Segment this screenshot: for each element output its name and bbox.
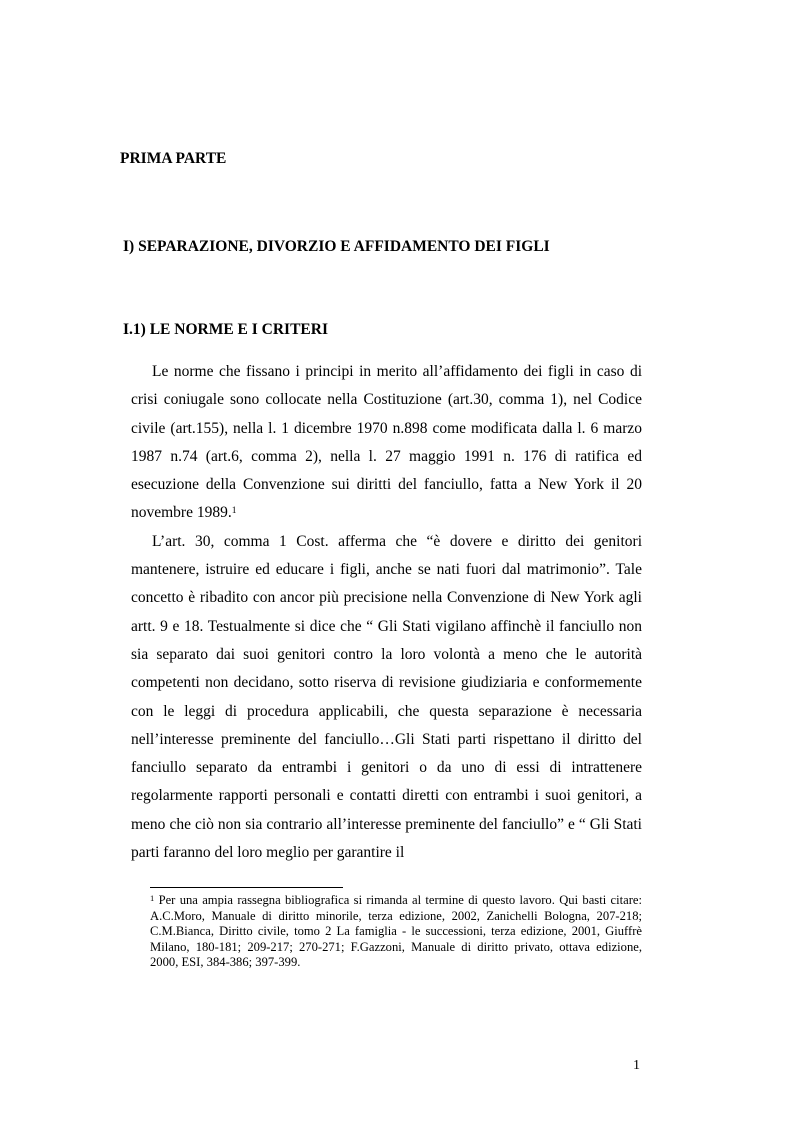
footnote: [150, 893, 642, 971]
footnote-divider: [150, 887, 343, 888]
paragraph-2: L’art. 30, comma 1 Cost. afferma che “è dovere e diritto dei genitori mantenere, istruire ed educare i figli, anche se nati fuori dal matrimonio”. Tale concetto è ribadito con ancor più precisione nella Convenzione di New York agli artt. 9 e 18. Testualmente si dice che “ Gli Stati vigilano affinchè il fanciullo non sia separato dai suoi genitori contro la loro volontà a meno che le autorità competenti non decidano, sotto riserva di revisione giudiziaria e conformemente con le leggi di procedura applicabili, che questa separazione è necessaria nell’interesse preminente del fanciullo…Gli Stati parti rispettano il diritto del fanciullo separato da entrambi i genitori o da uno di essi di intrattenere regolarmente rapporti personali e contatti diretti con entrambi i suoi genitori, a meno che ciò non sia contrario all’interesse preminente del fanciullo” e “ Gli Stati parti faranno del loro meglio per garantire il: [131, 532, 642, 862]
chapter-heading: I) SEPARAZIONE, DIVORZIO E AFFIDAMENTO DEI FIGLI: [123, 238, 550, 255]
paragraph-1-text: Le norme che fissano i principi in merito all’affidamento dei figli in caso di crisi coniugale sono collocate nella Costituzione (art.30, comma 1), nel Codice civile (art.155), nella l. 1 dicembre 1970 n.898 come modificata dalla l. 6 marzo 1987 n.74 (art.6, comma 2), nella l. 27 maggio 1991 n. 176 di ratifica ed esecuzione della Convenzione sui diritti del fanciullo, fatta a New York il 20 novembre 1989.: [131, 363, 642, 522]
page-number: 1: [633, 1058, 640, 1073]
section-heading: I.1) LE NORME E I CRITERI: [123, 321, 328, 338]
footnote-reference: 1: [231, 506, 237, 517]
footnote-number: 1: [150, 893, 155, 903]
body-text: [131, 358, 642, 867]
footnote-text: Per una ampia rassegna bibliografica si rimanda al termine di questo lavoro. Qui basti citare: A.C.Moro, Manuale di diritto minorile, terza edizione, 2002, Zanichelli Bologna, 207-218; C.M.Bianca, Diritto civile, tomo 2 La famiglia - le successioni, terza edizione, 2001, Giuffrè Milano, 180-181; 209-217; 270-271; F.Gazzoni, Manuale di diritto privato, ottava edizione, 2000, ESI, 384-386; 397-399.: [150, 893, 642, 970]
part-heading: PRIMA PARTE: [120, 150, 227, 167]
paragraph-1: [131, 358, 642, 528]
